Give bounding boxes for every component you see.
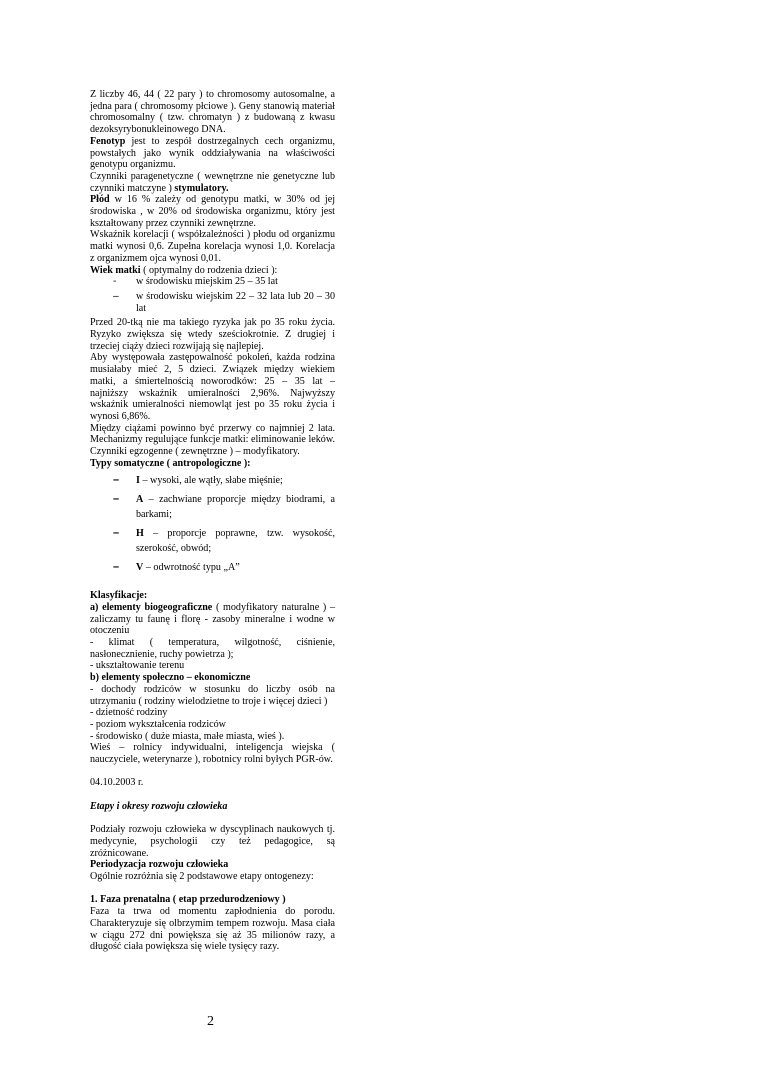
paragenetic-text: Czynniki paragenetyczne ( wewnętrzne nie genetyczne lub czynniki matczyne ) — [90, 170, 335, 194]
text-column — [90, 89, 335, 953]
dash-marker: – — [113, 526, 120, 539]
wiek-matki-text: ( optymalny do rodzenia dzieci ): — [140, 264, 278, 276]
list-item — [90, 276, 335, 288]
list-item: - dochody rodziców w stosunku do liczby osób na utrzymaniu ( rodziny wielodzietne to troje i więcej dzieci ) — [90, 683, 335, 707]
plod-term: Płód — [90, 194, 110, 206]
fenotyp-definition: jest to zespół dostrzegalnych cech organizmu, powstałych jako wynik oddziaływania na właściwości genotypu organizmu. — [90, 135, 335, 171]
socioeconomic-heading: b) elementy społeczno – ekonomiczne — [90, 672, 251, 684]
wiek-matki-paragraph — [90, 265, 335, 277]
list-item — [90, 291, 335, 314]
classification-heading: Klasyfikacje: — [90, 590, 148, 602]
type-letter: I — [136, 474, 140, 486]
list-item: - dzietność rodziny — [90, 707, 168, 719]
risk-paragraph: Przed 20-tką nie ma takiego ryzyka jak po 35 roku życia. Ryzyko zwiększa się wtedy sześciokrotnie. Z drugiej i trzeciej ciąży dzieci rozwijają się najlepiej. — [90, 317, 335, 352]
type-description: – proporcje poprawne, tzw. wysokość, szerokość, obwód; — [136, 527, 335, 554]
fenotyp-term: Fenotyp — [90, 135, 126, 147]
date: 04.10.2003 r. — [90, 777, 144, 789]
dash-marker: – — [113, 560, 120, 573]
paragenetic-paragraph — [90, 171, 335, 194]
spacer — [90, 579, 335, 591]
list-item: - środowisko ( duże miasta, małe miasta, wieś ). — [90, 730, 285, 742]
spacer — [90, 883, 335, 895]
list-item — [90, 473, 335, 488]
section-title: Etapy i okresy rozwoju człowieka — [90, 800, 228, 812]
type-letter: V — [136, 561, 144, 573]
dash-marker: – — [113, 290, 119, 302]
paragenetic-bold: stymulatory. — [174, 182, 229, 194]
dash-marker: – — [113, 473, 120, 486]
list-item: - poziom wykształcenia rodziców — [90, 718, 226, 730]
list-item — [90, 492, 335, 522]
wiek-matki-term: Wiek matki — [90, 264, 141, 276]
chromosome-paragraph: Z liczby 46, 44 ( 22 pary ) to chromosomy autosomalne, a jedna para ( chromosomy płciowe ). Geny stanowią materiał chromosomalny ( tzw. chromatyn ) z budowaną z kwasu dezoksyrybonukleinowego DNA. — [90, 89, 335, 136]
prenatal-paragraph: Faza ta trwa od momentu zapłodnienia do porodu. Charakteryzuje się olbrzymim tempem rozwoju. Masa ciała w ciągu 272 dni powiększa się aż 35 milionów razy, a długość ciała powiększa się wiele tysięcy razy. — [90, 906, 335, 953]
biogeographic-heading: a) elementy biogeograficzne — [90, 601, 213, 613]
spacer — [90, 813, 335, 825]
prenatal-heading: 1. Faza prenatalna ( etap przedurodzeniowy ) — [90, 894, 286, 906]
general-paragraph: Ogólnie rozróżnia się 2 podstawowe etapy ontogenezy: — [90, 871, 314, 883]
list-item-text: w środowisku wiejskim 22 – 32 lata lub 20 – 30 lat — [136, 290, 335, 314]
pregnancy-gap-paragraph: Między ciążami powinno być przerwy co najmniej 2 lata. Mechanizmy regulujące funkcje matki: eliminowanie leków. Czynniki egzogenne ( zewnętrzne ) – modyfikatory. — [90, 422, 335, 458]
list-item: - klimat ( temperatura, wilgotność, ciśnienie, nasłonecznienie, ruchy powietrza ); — [90, 637, 335, 660]
spacer — [90, 789, 335, 801]
village-paragraph: Wieś – rolnicy indywidualni, inteligencja wiejska ( nauczyciele, weterynarze ), robotnicy rolni byłych PGR-ów. — [90, 742, 335, 766]
plod-text: w 16 % zależy od genotypu matki, w 30% od jej środowiska , w 20% od środowiska organizmu, który jest kształtowany przez czynniki zewnętrzne. — [90, 194, 335, 229]
biogeographic-text: ( modyfikatory naturalne ) – zaliczamy tu faunę i florę - zasoby mineralne i wodne w otoczeniu — [90, 601, 335, 637]
biogeographic-paragraph — [90, 602, 335, 637]
spacer — [90, 766, 335, 778]
periodization-heading: Periodyzacja rozwoju człowieka — [90, 859, 229, 871]
fenotyp-paragraph — [90, 136, 335, 171]
type-letter: H — [136, 527, 144, 539]
list-item — [90, 560, 335, 575]
dash-marker: - — [113, 276, 117, 288]
plod-paragraph — [90, 194, 335, 229]
dash-marker: – — [113, 492, 120, 505]
type-description: – wysoki, ale wątły, słabe mięśnie; — [139, 474, 283, 486]
replacement-paragraph: Aby występowała zastępowalność pokoleń, każda rodzina musiałaby mieć 2, 5 dzieci. Związek między wiekiem matki, a śmiertelnością noworodków: 25 – 35 lat – najniższy wskaźnik umieralności 2,96%. Najwyższy wskaźnik umieralności niemowląt jest po 35 roku życia i wynosi 6,86%. — [90, 352, 335, 422]
list-item-text: w środowisku miejskim 25 – 35 lat — [136, 276, 278, 288]
type-description: – odwrotność typu „A” — [143, 561, 240, 573]
somatic-types-heading: Typy somatyczne ( antropologiczne ): — [90, 457, 251, 469]
type-letter: A — [136, 493, 144, 505]
divisions-paragraph: Podziały rozwoju człowieka w dyscyplinach naukowych tj. medycynie, psychologii czy też pedagogice, są zróżnicowane. — [90, 824, 335, 859]
list-item: - ukształtowanie terenu — [90, 660, 185, 672]
type-description: – zachwiane proporcje między biodrami, a barkami; — [136, 493, 335, 520]
list-item — [90, 526, 335, 556]
page-number: 2 — [207, 1014, 214, 1029]
correlation-paragraph: Wskaźnik korelacji ( współzależności ) płodu od organizmu matki wynosi 0,6. Zupełna korelacja wynosi 1,0. Korelacja z organizmem ojca wynosi 0,01. — [90, 229, 335, 264]
